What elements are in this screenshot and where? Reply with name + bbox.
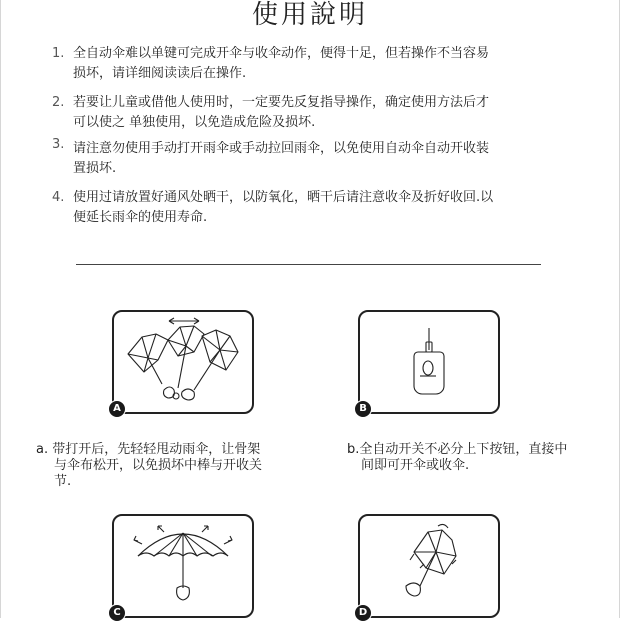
caption-line: a. 带打开后，先轻轻甩动雨伞，让骨架 (36, 442, 261, 457)
umbrella-shake-illustration (114, 312, 252, 412)
caption-line: 节. (54, 474, 72, 489)
item-number: 3. (52, 137, 65, 152)
caption-line: 与伞布松开，以免损坏中棒与开收关 (54, 458, 263, 473)
caption-line: b.全自动开关不必分上下按钮，直接中 (347, 442, 568, 457)
instruction-item-3 (52, 139, 552, 179)
item-number: 1. (52, 46, 65, 61)
item-line: 请注意勿使用手动打开雨伞或手动拉回雨伞，以免使用自动伞自动开收装 (73, 141, 490, 156)
figure-badge-a: A (108, 400, 126, 418)
item-line: 置损坏. (73, 161, 117, 176)
figure-badge-c: C (108, 604, 126, 622)
figure-a (112, 310, 254, 414)
instruction-item-2 (52, 93, 552, 133)
item-line: 便延长雨伞的使用寿命. (73, 210, 208, 225)
caption-b (347, 442, 617, 474)
instruction-item-1 (52, 44, 552, 84)
item-line: 若要让儿童或借他人使用时，一定要先反复指导操作，确定使用方法后才 (73, 95, 490, 110)
caption-a (36, 442, 316, 490)
item-number: 4. (52, 190, 65, 205)
figure-d (358, 514, 500, 618)
figure-badge-b: B (354, 400, 372, 418)
item-line: 可以使之 单独使用，以免造成危险及损坏. (73, 115, 316, 130)
item-line: 损坏，请详细阅读读后在操作. (73, 66, 247, 81)
divider (76, 264, 541, 265)
figure-c (112, 514, 254, 618)
handle-button-illustration (360, 312, 498, 412)
figure-b (358, 310, 500, 414)
instruction-item-4 (52, 188, 552, 228)
figure-badge-d: D (354, 604, 372, 622)
item-number: 2. (52, 95, 65, 110)
page-title: 使用說明 (251, 0, 368, 30)
caption-line: 间即可开伞或收伞. (361, 458, 470, 473)
open-umbrella-illustration (114, 516, 252, 616)
item-line: 全自动伞难以单键可完成开伞与收伞动作，便得十足，但若操作不当容易 (73, 46, 490, 61)
item-line: 使用过请放置好通风处晒干，以防氧化，晒干后请注意收伞及折好收回.以 (73, 190, 494, 205)
closing-umbrella-illustration (360, 516, 498, 616)
